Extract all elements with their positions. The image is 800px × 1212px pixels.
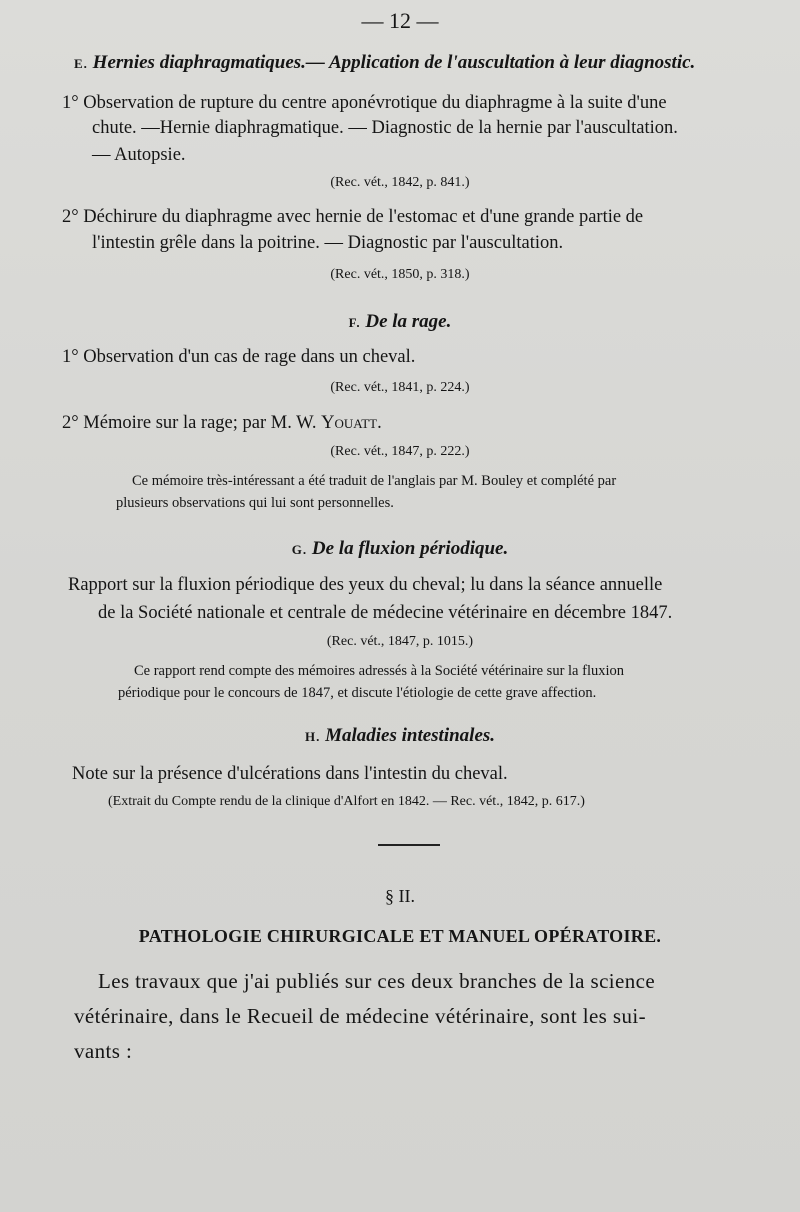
item-f2-line1: [62, 413, 382, 434]
item-e2-text-1: Déchirure du diaphragme avec hernie de l'estomac et d'une grande partie de: [83, 207, 644, 227]
section-2-line1: Les travaux que j'ai publiés sur ces deux branches de la science: [98, 969, 656, 993]
item-e2-line1: [62, 207, 643, 228]
item-f2-author: Youatt.: [321, 413, 382, 433]
item-e1-line2: chute. —Hernie diaphragmatique. — Diagnostic de la hernie par l'auscultation.: [92, 118, 678, 138]
item-g-note-2: périodique pour le concours de 1847, et discute l'étiologie de cette grave affection.: [118, 685, 597, 701]
item-f2-note-2: plusieurs observations qui lui sont personnelles.: [116, 495, 394, 511]
item-g-note-1: Ce rapport rend compte des mémoires adressés à la Société vétérinaire sur la fluxion: [134, 663, 625, 679]
item-e2-ref: [0, 267, 800, 283]
section-h-letter: H.: [304, 729, 321, 744]
item-h-ref: (Extrait du Compte rendu de la clinique d'Alfort en 1842. — Rec. vét., 1842, p. 617.): [108, 794, 585, 809]
item-h-line1: Note sur la présence d'ulcérations dans l'intestin du cheval.: [72, 764, 508, 784]
section-h-title: Maladies intestinales.: [325, 725, 496, 746]
item-g-ref-text: (Rec. vét., 1847, p. 1015.): [326, 634, 474, 649]
item-f2-ref: [0, 444, 800, 460]
section-e-letter: E.: [74, 56, 88, 71]
section-e-title: Hernies diaphragmatiques.— Application de l'auscultation à leur diagnostic.: [92, 52, 696, 73]
page-number: — 12 —: [361, 8, 439, 33]
section-divider: [378, 844, 440, 846]
item-e1-text-1: Observation de rupture du centre aponévrotique du diaphragme à la suite d'une: [83, 93, 667, 113]
section-g-heading: [0, 538, 800, 560]
item-g-line2: de la Société nationale et centrale de médecine vétérinaire en décembre 1847.: [98, 603, 673, 623]
section-2-line3: vants :: [74, 1039, 133, 1063]
item-g-line1: Rapport sur la fluxion périodique des yeux du cheval; lu dans la séance annuelle: [68, 575, 663, 595]
item-f2-number: 2°: [62, 413, 79, 433]
item-e2-line2: l'intestin grêle dans la poitrine. — Diagnostic par l'auscultation.: [92, 233, 564, 253]
section-2-mark: § II.: [385, 886, 415, 906]
section-2-line2: vétérinaire, dans le Recueil de médecine vétérinaire, sont les sui-: [74, 1004, 646, 1028]
section-f-title: De la rage.: [365, 311, 452, 332]
item-e1-line3: — Autopsie.: [92, 145, 186, 165]
item-e2-ref-text: (Rec. vét., 1850, p. 318.): [330, 267, 470, 282]
item-f1-text-1: Observation d'un cas de rage dans un cheval.: [83, 347, 416, 367]
item-g-ref: [0, 634, 800, 650]
section-g-letter: G.: [291, 542, 308, 557]
item-e1-number: 1°: [62, 93, 79, 113]
item-e2-number: 2°: [62, 207, 79, 227]
section-g-title: De la fluxion périodique.: [311, 538, 509, 559]
item-f1-ref: [0, 380, 800, 396]
section-f-heading: [0, 311, 800, 333]
section-f-letter: F.: [348, 315, 361, 330]
item-e1-ref-text: (Rec. vét., 1842, p. 841.): [330, 175, 470, 190]
section-e-heading: [74, 52, 695, 74]
item-e1-ref: [0, 175, 800, 191]
item-f2-ref-text: (Rec. vét., 1847, p. 222.): [330, 444, 470, 459]
item-f1-line1: [62, 347, 415, 368]
section-2-title: PATHOLOGIE CHIRURGICALE ET MANUEL OPÉRATOIRE.: [138, 926, 662, 946]
section-h-heading: [0, 725, 800, 747]
item-f2-note-1: Ce mémoire très-intéressant a été traduit de l'anglais par M. Bouley et complété par: [132, 473, 617, 489]
item-f1-number: 1°: [62, 347, 79, 367]
item-e1-line1: [62, 93, 667, 114]
item-f1-ref-text: (Rec. vét., 1841, p. 224.): [330, 380, 470, 395]
item-f2-text-1: Mémoire sur la rage; par M. W.: [83, 413, 317, 433]
